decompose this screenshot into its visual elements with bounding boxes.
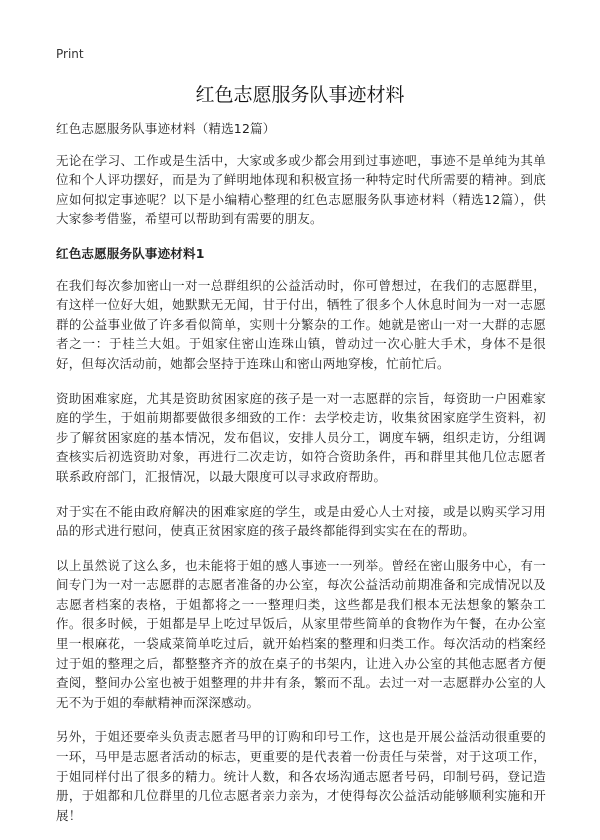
document-subtitle: 红色志愿服务队事迹材料（精选12篇） [56, 121, 276, 136]
paragraph: 资助困难家庭，尤其是资助贫困家庭的孩子是一对一志愿群的宗旨，每资助一户困难家庭的学生，于姐前期都要做很多细致的工作：去学校走访，收集贫困家庭学生资料，初步了解贫困家庭的基本情况，发布倡议，安排人员分工，调度车辆，组织走访，分组调查核实后初选资助对象，再进行二次走访，如符合资助条件，再和群里其他几位志愿者联系政府部门，汇报情况，以最大限度可以寻求政府帮助。 [56, 390, 546, 484]
intro-paragraph: 无论在学习、工作或是生活中，大家或多或少都会用到过事迹吧，事迹不是单纯为其单位和个人评功摆好，而是为了鲜明地体现和积极宣扬一种特定时代所需要的精神。到底应如何拟定事迹呢？以下是小编精心整理的红色志愿服务队事迹材料（精选12篇），供大家参考借鉴，希望可以帮助到有需要的朋友。 [56, 152, 546, 227]
paragraph: 另外，于姐还要牵头负责志愿者马甲的订购和印号工作，这也是开展公益活动很重要的一环，马甲是志愿者活动的标志，更重要的是代表着一份责任与荣誉，对于这项工作，于姐同样付出了很多的精力。统计人数，和各农场沟通志愿者号码，印制号码，登记造册，于姐都和几位群里的几位志愿者亲力亲为，才使得每次公益活动能够顺利实施和开展！ [56, 729, 546, 823]
document-body [56, 119, 546, 840]
section-heading: 红色志愿服务队事迹材料1 [56, 245, 205, 261]
paragraph: 以上虽然说了这么多，也未能将于姐的感人事迹一一列举。曾经在密山服务中心，有一间专门为一对一志愿群的志愿者准备的办公室，每次公益活动前期准备和完成情况以及志愿者档案的表格，于姐都将之一一整理归类，这些都是我们根本无法想象的繁杂工作。很多时候，于姐都是早上吃过早饭后，从家里带些简单的食物作为午餐，在办公室里一根麻花，一袋咸菜简单吃过后，就开始档案的整理和归类工作。每次活动的档案经过于姐的整理之后，都整整齐齐的放在桌子的书架内，让进入办公室的其他志愿者方便查阅，整间办公室也被于姐整理的井井有条，繁而不乱。去过一对一志愿群办公室的人无不为于姐的奉献精神而深深感动。 [56, 557, 546, 710]
paragraph: 对于实在不能由政府解决的困难家庭的学生，或是由爱心人士对接，或是以购买学习用品的形式进行慰问，使真正贫困家庭的孩子最终都能得到实实在在的帮助。 [56, 503, 546, 539]
print-link[interactable]: Print [56, 47, 84, 61]
document-title: 红色志愿服务队事迹材料 [195, 84, 405, 106]
paragraph: 在我们每次参加密山一对一总群组织的公益活动时，你可曾想过，在我们的志愿群里，有这样一位好大姐，她默默无无闻，甘于付出，牺牲了很多个人休息时间为一对一志愿群的公益事业做了许多看似简单，实则十分繁杂的工作。她就是密山一对一大群的志愿者之一：于桂兰大姐。于姐家住密山连珠山镇，曾动过一次心脏大手术，身体不是很好，但每次活动前，她都会坚持于连珠山和密山两地穿梭，忙前忙后。 [56, 277, 546, 371]
